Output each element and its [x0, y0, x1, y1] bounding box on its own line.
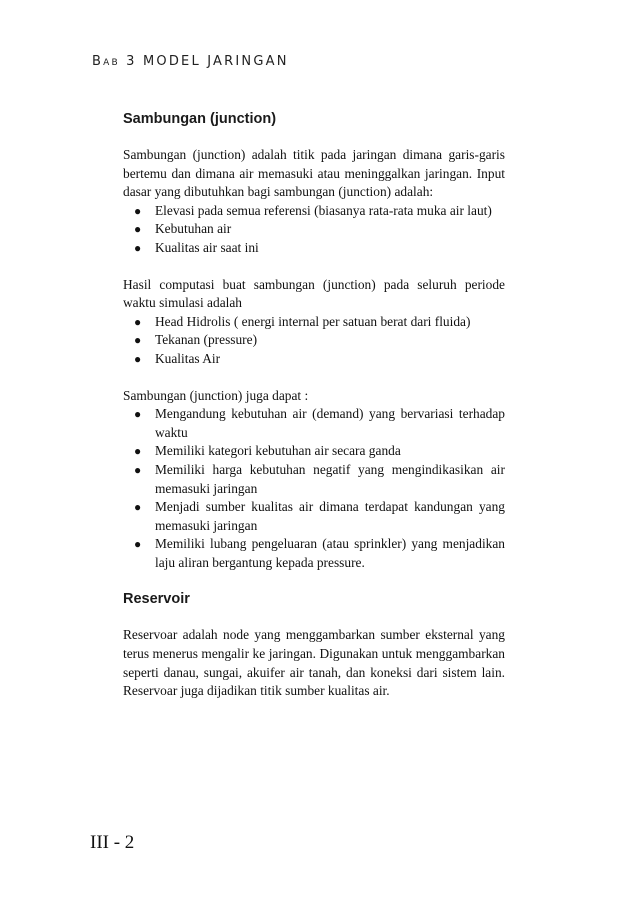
junction-features-intro: Sambungan (junction) juga dapat :	[123, 387, 309, 403]
junction-results-list	[123, 313, 505, 369]
list-item: ● Memiliki lubang pengeluaran (atau sprinkler) yang menjadikan laju aliran bergantung kepada pressure.	[134, 536, 505, 570]
junction-heading: Sambungan (junction)	[123, 111, 277, 127]
page-number: III - 2	[90, 832, 135, 853]
list-item: ● Kualitas Air	[123, 350, 505, 369]
list-item: ● Kebutuhan air	[123, 220, 505, 239]
list-item: ● Head Hidrolis ( energi internal per satuan berat dari fluida)	[123, 313, 505, 332]
list-item: ● Menjadi sumber kualitas air dimana terdapat kandungan yang memasuki jaringan	[134, 499, 505, 533]
list-item: ● Mengandung kebutuhan air (demand) yang bervariasi terhadap waktu	[134, 406, 505, 440]
running-header: Bab 3 MODEL JARINGAN	[92, 54, 289, 69]
reservoir-heading: Reservoir	[123, 591, 190, 608]
junction-features-list	[123, 405, 505, 572]
bullet-icon: ●	[134, 351, 142, 366]
junction-intro: Sambungan (junction) adalah titik pada jaringan dimana garis-garis bertemu dan dimana air memasuki atau meninggalkan jaringan. Input dasar yang dibutuhkan bagi sambungan (junction) adalah:	[123, 147, 505, 200]
page-content	[123, 110, 505, 701]
junction-results-intro: Hasil computasi buat sambungan (junction) pada seluruh periode waktu simulasi adalah	[123, 276, 505, 311]
reservoir-text: Reservoar adalah node yang menggambarkan sumber eksternal yang terus menerus mengalir ke jaringan. Digunakan untuk menggambarkan seperti danau, sungai, akuifer air tanah, dan koneksi dari sistem lain. Reservoar juga dijadikan titik sumber kualitas air.	[123, 627, 505, 699]
list-item: ● Memiliki kategori kebutuhan air secara ganda	[123, 442, 505, 461]
bullet-icon: ●	[134, 407, 142, 422]
bullet-icon: ●	[134, 444, 142, 459]
junction-inputs-list	[123, 202, 505, 258]
bullet-icon: ●	[134, 240, 142, 255]
bullet-icon: ●	[134, 500, 142, 515]
junction-definition-block	[123, 146, 505, 258]
list-item: ● Tekanan (pressure)	[123, 331, 505, 350]
junction-features-block	[123, 387, 505, 573]
bullet-icon: ●	[134, 203, 142, 218]
bullet-icon: ●	[134, 537, 142, 552]
junction-results-block	[123, 276, 505, 369]
bullet-icon: ●	[134, 314, 142, 329]
list-item: ● Elevasi pada semua referensi (biasanya rata-rata muka air laut)	[123, 202, 505, 221]
bullet-icon: ●	[134, 333, 142, 348]
bullet-icon: ●	[134, 462, 142, 477]
list-item: ● Kualitas air saat ini	[123, 239, 505, 258]
bullet-icon: ●	[134, 222, 142, 237]
list-item: ● Memiliki harga kebutuhan negatif yang mengindikasikan air memasuki jaringan	[134, 461, 505, 496]
